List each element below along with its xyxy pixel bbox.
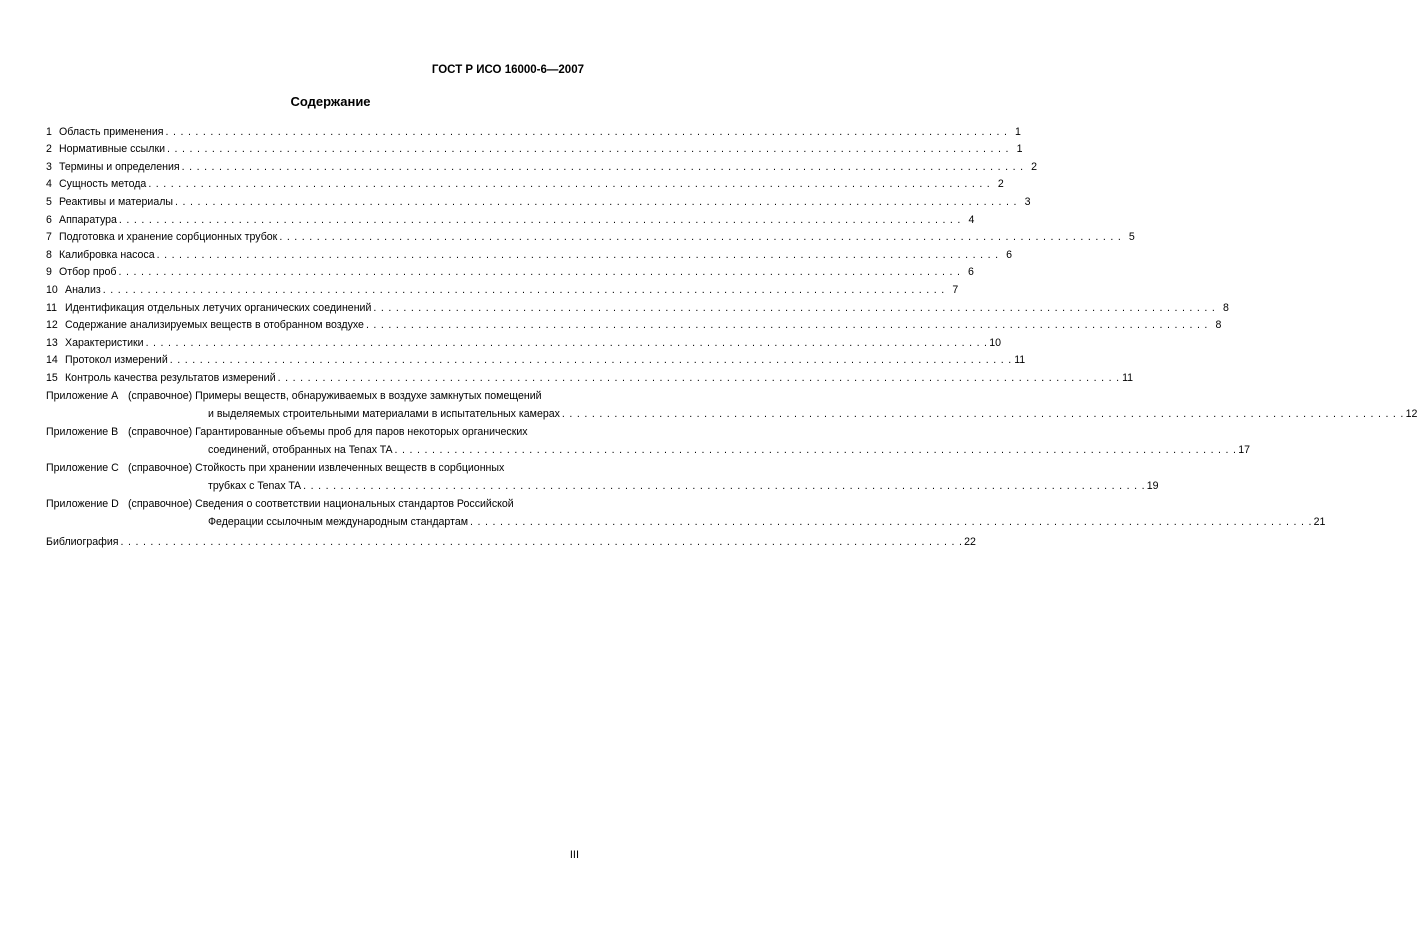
- appendix-title-line2-row: [128, 441, 1250, 458]
- dot-leader: [175, 195, 1016, 210]
- toc-entry-number: 6: [46, 213, 52, 226]
- toc-entry[interactable]: [46, 228, 1135, 246]
- toc-entry-number: 1: [46, 125, 52, 138]
- appendix-body: [128, 388, 1417, 422]
- appendix-title-line1: (справочное) Примеры веществ, обнаруживаемых в воздухе замкнутых помещений: [128, 389, 542, 402]
- toc-appendix-entry[interactable]: [46, 424, 1250, 458]
- dot-leader: [103, 283, 944, 298]
- dot-leader: [373, 301, 1214, 316]
- dot-leader: [165, 125, 1006, 140]
- toc-entry[interactable]: [46, 333, 1002, 351]
- toc-entry[interactable]: [46, 351, 1026, 369]
- toc-entry-number: 4: [46, 178, 52, 191]
- appendix-body: [128, 424, 1250, 458]
- toc-entry-title: Библиография: [46, 535, 119, 548]
- toc-entry-title: Идентификация отдельных летучих органических соединений: [65, 301, 372, 314]
- appendix-page: 19: [1146, 479, 1159, 492]
- toc-entry-title: Протокол измерений: [65, 354, 168, 367]
- appendix-label: Приложение С: [46, 461, 119, 474]
- toc-entry-number: 2: [46, 143, 52, 156]
- appendix-page: 17: [1238, 443, 1250, 456]
- toc-entry-page: 5: [1128, 231, 1135, 244]
- toc-entry-page: 2: [1031, 160, 1038, 173]
- toc-entry-number: 9: [46, 266, 52, 279]
- toc-appendix-entry[interactable]: [46, 496, 1326, 530]
- toc-entry-page: 1: [1015, 125, 1021, 138]
- dot-leader: [303, 479, 1144, 494]
- appendix-label: Приложение В: [46, 425, 119, 438]
- toc-entry-title: Отбор проб: [59, 266, 117, 279]
- toc-entry-page: 6: [968, 266, 974, 279]
- page-number: III: [569, 849, 579, 861]
- dot-leader: [120, 535, 961, 550]
- dot-leader: [182, 160, 1023, 175]
- toc-entry-title: Подготовка и хранение сорбционных трубок: [59, 231, 278, 244]
- dot-leader: [119, 213, 960, 228]
- appendix-title-line2: и выделяемых строительными материалами в испытательных камерах: [208, 407, 560, 420]
- toc-entry[interactable]: [46, 175, 1004, 193]
- toc-entry-page: 8: [1222, 301, 1229, 314]
- toc-entry-number: 3: [46, 160, 52, 173]
- dot-leader: [278, 371, 1119, 386]
- appendix-title-line1: (справочное) Стойкость при хранении извлеченных веществ в сорбционных: [128, 461, 505, 474]
- toc-entry-number: 13: [46, 336, 58, 349]
- toc-entry-title: Реактивы и материалы: [59, 195, 174, 208]
- toc-entry-number: 12: [46, 319, 58, 332]
- toc-entry[interactable]: [46, 316, 1222, 334]
- toc-entry-page: 6: [1006, 248, 1013, 261]
- appendix-title-line1: (справочное) Гарантированные объемы проб для паров некоторых органических: [128, 425, 528, 438]
- toc-entry-title: Термины и определения: [59, 160, 180, 173]
- toc-entry-number: 15: [46, 371, 58, 384]
- toc-entry-bibliography[interactable]: [46, 532, 976, 550]
- toc-entry-number: 5: [46, 195, 52, 208]
- toc-appendix-entry[interactable]: [46, 460, 1159, 494]
- toc-entry-title: Аппаратура: [59, 213, 117, 226]
- appendix-title-line2-row: [128, 405, 1417, 422]
- toc-entry-number: 14: [46, 354, 58, 367]
- appendix-title-line2: Федерации ссылочным международным стандартам: [208, 515, 468, 528]
- appendix-page: 12: [1405, 407, 1417, 420]
- toc-entry-title: Калибровка насоса: [59, 248, 155, 261]
- dot-leader: [148, 177, 989, 192]
- toc-entry-title: Контроль качества результатов измерений: [65, 371, 276, 384]
- toc-entry[interactable]: [46, 368, 1134, 386]
- toc-entry-page: 22: [964, 535, 976, 548]
- toc-entry-number: 7: [46, 231, 52, 244]
- toc-entry-title: Анализ: [65, 283, 101, 296]
- appendix-title-line2: соединений, отобранных на Tenax TA: [208, 443, 393, 456]
- toc-entry-page: 8: [1215, 319, 1222, 332]
- toc-entry-page: 11: [1122, 371, 1134, 384]
- dot-leader: [279, 230, 1120, 245]
- toc-entry-page: 2: [997, 178, 1004, 191]
- dot-leader: [157, 248, 998, 263]
- appendix-title-line2-row: [128, 477, 1159, 494]
- appendix-title-line1: (справочное) Сведения о соответствии национальных стандартов Российской: [128, 497, 514, 510]
- dot-leader: [170, 353, 1011, 368]
- appendix-label: Приложение D: [46, 497, 119, 510]
- dot-leader: [395, 443, 1236, 458]
- appendix-label: Приложение А: [46, 389, 119, 402]
- toc-entry[interactable]: [46, 245, 1013, 263]
- table-of-contents: [46, 122, 1417, 550]
- toc-entry-page: 11: [1014, 354, 1026, 367]
- appendix-title-line2: трубках с Tenax TA: [208, 479, 302, 492]
- toc-entry-page: 10: [989, 336, 1002, 349]
- appendix-body: [128, 496, 1325, 530]
- toc-entry[interactable]: [46, 140, 1023, 158]
- toc-entry-number: 10: [46, 283, 58, 296]
- toc-entry-title: Область применения: [59, 125, 164, 138]
- toc-entry-title: Сущность метода: [59, 178, 147, 191]
- dot-leader: [146, 336, 987, 351]
- toc-entry[interactable]: [46, 157, 1038, 175]
- toc-entry[interactable]: [46, 263, 974, 281]
- toc-entry-page: 1: [1016, 143, 1023, 156]
- toc-entry[interactable]: [46, 280, 959, 298]
- toc-entry[interactable]: [46, 298, 1229, 316]
- toc-entry-title: Содержание анализируемых веществ в отобранном воздухе: [65, 319, 364, 332]
- toc-entry[interactable]: [46, 192, 1031, 210]
- toc-entry-page: 7: [952, 283, 959, 296]
- dot-leader: [562, 407, 1403, 422]
- appendix-body: [128, 460, 1159, 494]
- dot-leader: [366, 318, 1207, 333]
- toc-entry-number: 11: [46, 301, 57, 314]
- document-designation: ГОСТ Р ИСО 16000-6—2007: [431, 64, 584, 76]
- dot-leader: [167, 142, 1008, 157]
- toc-entry-title: Нормативные ссылки: [59, 143, 166, 156]
- toc-entry-page: 4: [968, 213, 975, 226]
- toc-title: Содержание: [290, 94, 371, 109]
- toc-appendix-entry[interactable]: [46, 388, 1417, 422]
- toc-entry[interactable]: [46, 122, 1021, 140]
- toc-entry-title: Характеристики: [65, 336, 144, 349]
- dot-leader: [470, 515, 1311, 530]
- appendix-title-line2-row: [128, 513, 1325, 530]
- dot-leader: [118, 265, 959, 280]
- appendix-page: 21: [1313, 515, 1326, 528]
- toc-entry-number: 8: [46, 248, 52, 261]
- toc-entry-page: 3: [1024, 195, 1031, 208]
- toc-entry[interactable]: [46, 210, 975, 228]
